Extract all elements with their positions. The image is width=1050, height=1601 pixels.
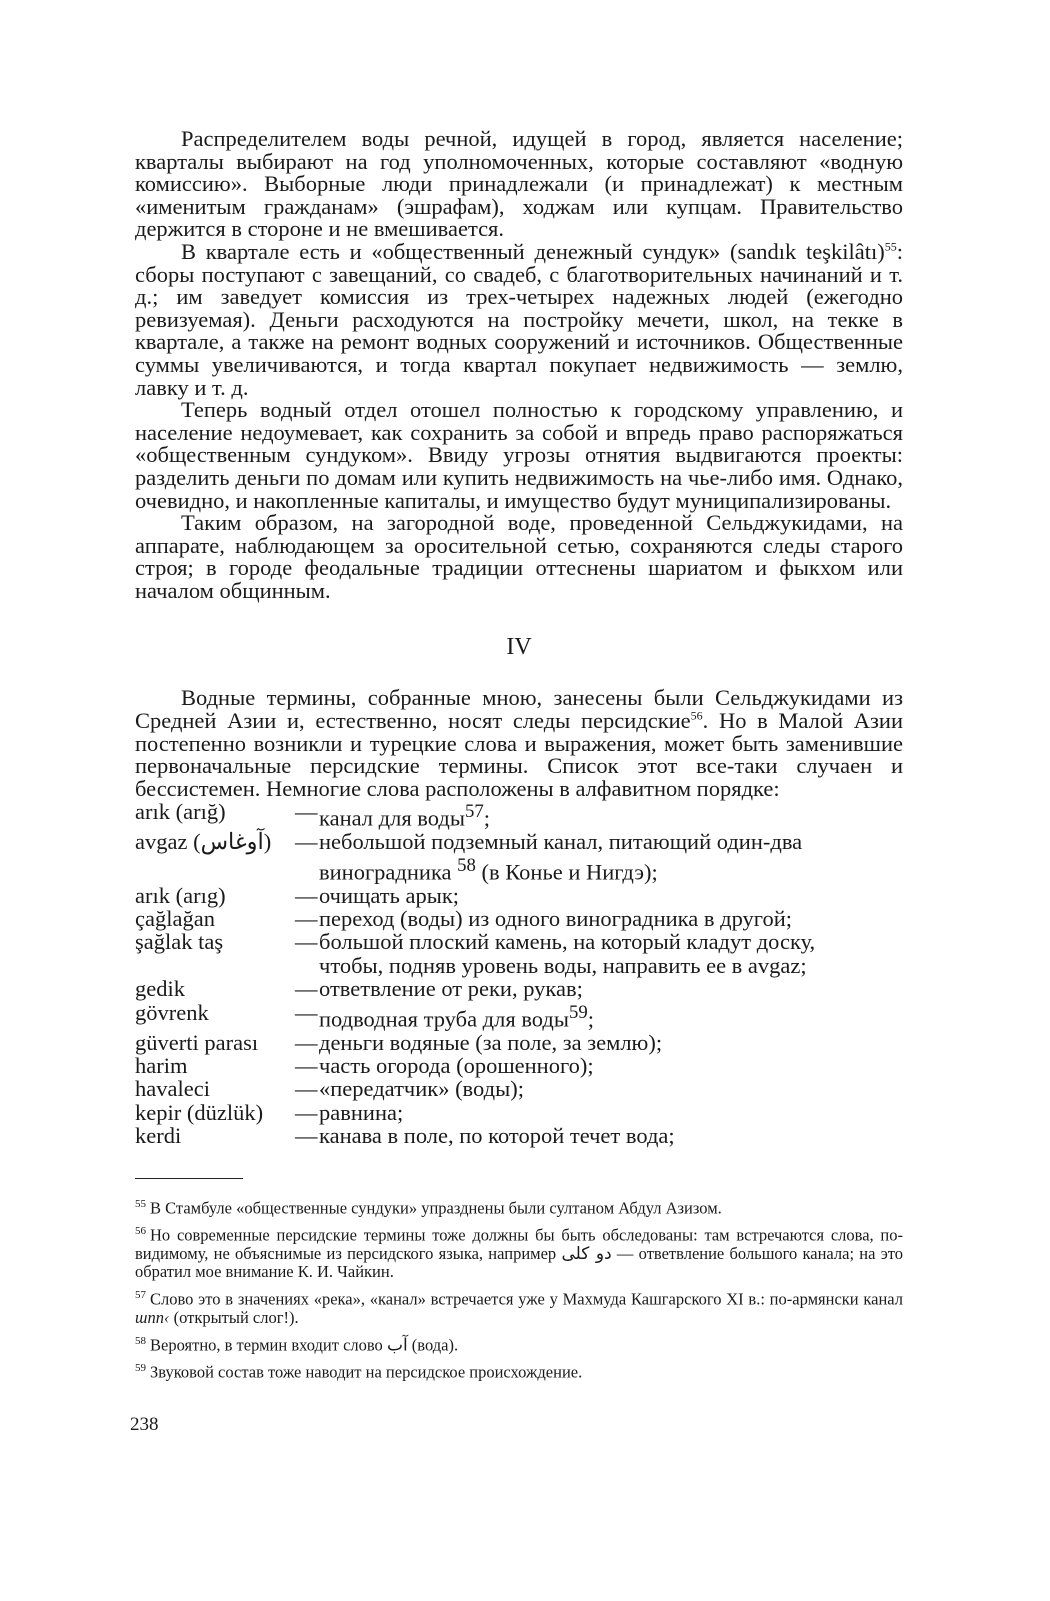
term-row: gedik — ответвление от реки, рукав; xyxy=(135,977,903,1000)
term-word: çağlağan xyxy=(135,906,215,932)
term-list xyxy=(135,800,903,1147)
page-number: 238 xyxy=(130,1414,159,1435)
term-row: arık (arığ) — канал для воды$^{57}$; xyxy=(135,800,903,830)
term-row: havaleci — «передатчик» (воды); xyxy=(135,1077,903,1100)
term-word: kepir (düzlük) xyxy=(135,1099,264,1125)
footnote-57: $^{57}$ Слово это в значениях «река», «канал» встречается уже у Махмуда Кашгарского XI в.: по-армянски канал шпп‹ (открытый слог!). xyxy=(135,1289,903,1328)
term-word: arık (arığ) xyxy=(135,799,226,825)
paragraph-2: В квартале есть и «общественный денежный сундук» (sandık teşkilâtı)$^{55}$: сборы поступают с завещаний, со свадеб, с благотворительных начинаний и т. д.; им заведует комиссия из трех-четырех надежных людей (ежегодно ревизуемая). Деньги расходуются на постройку мечети, школ, на текке в квартале, а также на ремонт водных сооружений и источников. Общественные суммы увеличиваются, и тогда квартал покупает недвижимость — землю, лавку и т. д. xyxy=(135,238,903,400)
term-row: kepir (düzlük) — равнина; xyxy=(135,1101,903,1124)
term-word: harim xyxy=(135,1053,188,1078)
term-word: gedik xyxy=(135,976,185,1002)
page-body xyxy=(135,128,903,1386)
footnote-ref-55[interactable]: 55 xyxy=(884,239,897,254)
term-word: şağlak taş xyxy=(135,929,224,955)
term-definition: подводная труба для воды$^{59}$; xyxy=(319,1001,594,1032)
term-word: avgaz (آوغاس) xyxy=(135,829,272,855)
term-definition: канал для воды$^{57}$; xyxy=(319,801,490,831)
footnote-58: $^{58}$ Вероятно, в термин входит слово آب (вода). xyxy=(135,1334,459,1356)
term-row: avgaz (آوغاس) — небольшой подземный канал, питающий один-два виноградника $^{58}$ (в Конье и Нигдэ); xyxy=(135,830,903,883)
term-row: kerdi — канава в поле, по которой течет вода; xyxy=(135,1124,903,1147)
term-word: havaleci xyxy=(135,1076,210,1102)
term-row: harim — часть огорода (орошенного); xyxy=(135,1054,903,1077)
term-definition: небольшой подземный канал, питающий один-два виноградника $^{58}$ (в Конье и Нигдэ); xyxy=(319,829,803,885)
term-word: kerdi xyxy=(135,1123,182,1149)
term-definition: деньги водяные (за поле, за землю); xyxy=(319,1029,663,1055)
footnote-ref-57[interactable]: 57 xyxy=(464,801,484,823)
section-heading: IV xyxy=(506,634,532,661)
footnote-56: $^{56}$ Но современные персидские термины тоже должны бы быть обследованы: там встречаются слова, по-видимому, не объяснимые из персидского языка, например دو کلی — ответвление большого канала; на это обратил мое внимание К. И. Чайкин. xyxy=(135,1224,904,1282)
footnotes xyxy=(135,1195,903,1382)
term-word: arık (arıg) xyxy=(135,882,226,908)
term-definition: часть огорода (орошенного); xyxy=(319,1053,594,1078)
term-word: gövrenk xyxy=(135,999,209,1025)
term-row: çağlağan — переход (воды) из одного виноградника в другой; xyxy=(135,907,903,930)
term-definition: «передатчик» (воды); xyxy=(319,1076,524,1102)
footnote-ref-59[interactable]: 59 xyxy=(568,1001,588,1023)
paragraph-4: Таким образом, на загородной воде, проведенной Сельджукидами, на аппарате, наблюдающем за оросительной сетью, сохраняются следы старого строя; в городе феодальные традиции оттеснены шариатом и фыкхом или началом общинным. xyxy=(135,510,903,603)
paragraph-3: Теперь водный отдел отошел полностью к городскому управлению, и население недоумевает, как сохранить за собой и впредь право распоряжаться «общественным сундуком». Ввиду угрозы отнятия выдвигаются проекты: разделить деньги по домам или купить недвижимость на чье-либо имя. Однако, очевидно, и накопленные капиталы, и имущество будут муниципализированы. xyxy=(135,397,903,513)
term-row: gövrenk — подводная труба для воды$^{59}$; xyxy=(135,1001,903,1031)
term-definition: большой плоский камень, на который кладут доску, чтобы, подняв уровень воды, направить ее в avgaz; xyxy=(319,929,816,978)
footnote-ref-58[interactable]: 58 xyxy=(457,854,476,876)
term-row: güverti parası — деньги водяные (за поле, за землю); xyxy=(135,1031,903,1054)
footnote-59: $^{59}$ Звуковой состав тоже наводит на персидское происхождение. xyxy=(135,1361,583,1382)
paragraph-1: Распределителем воды речной, идущей в город, является население; кварталы выбирают на год уполномоченных, которые составляют «водную комиссию». Выборные люди принадлежали (и принадлежат) к местным «именитым гражданам» (эшрафам), ходжам или купцам. Правительство держится в стороне и не вмешивается. xyxy=(135,126,903,242)
term-row: şağlak taş — большой плоский камень, на который кладут доску, чтобы, подняв уровень воды, направить ее в avgaz; xyxy=(135,930,903,977)
term-definition: канава в поле, по которой течет вода; xyxy=(319,1123,675,1149)
term-definition: очищать арык; xyxy=(319,882,460,908)
footnote-55: $^{55}$ В Стамбуле «общественные сундуки» упразднены были султаном Абдул Азизом. xyxy=(135,1197,722,1218)
term-definition: переход (воды) из одного виноградника в другой; xyxy=(319,906,792,932)
term-definition: ответвление от реки, рукав; xyxy=(319,976,583,1002)
term-word: güverti parası xyxy=(135,1029,259,1055)
footnote-ref-56[interactable]: 56 xyxy=(690,708,703,723)
term-row: arık (arıg) — очищать арык; xyxy=(135,884,903,907)
term-definition: равнина; xyxy=(319,1099,404,1125)
intro-paragraph: Водные термины, собранные мною, занесены были Сельджукидами из Средней Азии и, естественно, носят следы персидские$^{56}$. Но в Малой Азии постепенно возникли и турецкие слова и выражения, может быть заменившие первоначальные персидские термины. Список этот все-таки случаен и бессистемен. Немногие слова расположены в алфавитном порядке: xyxy=(135,685,903,801)
footnote-divider xyxy=(135,1178,243,1179)
